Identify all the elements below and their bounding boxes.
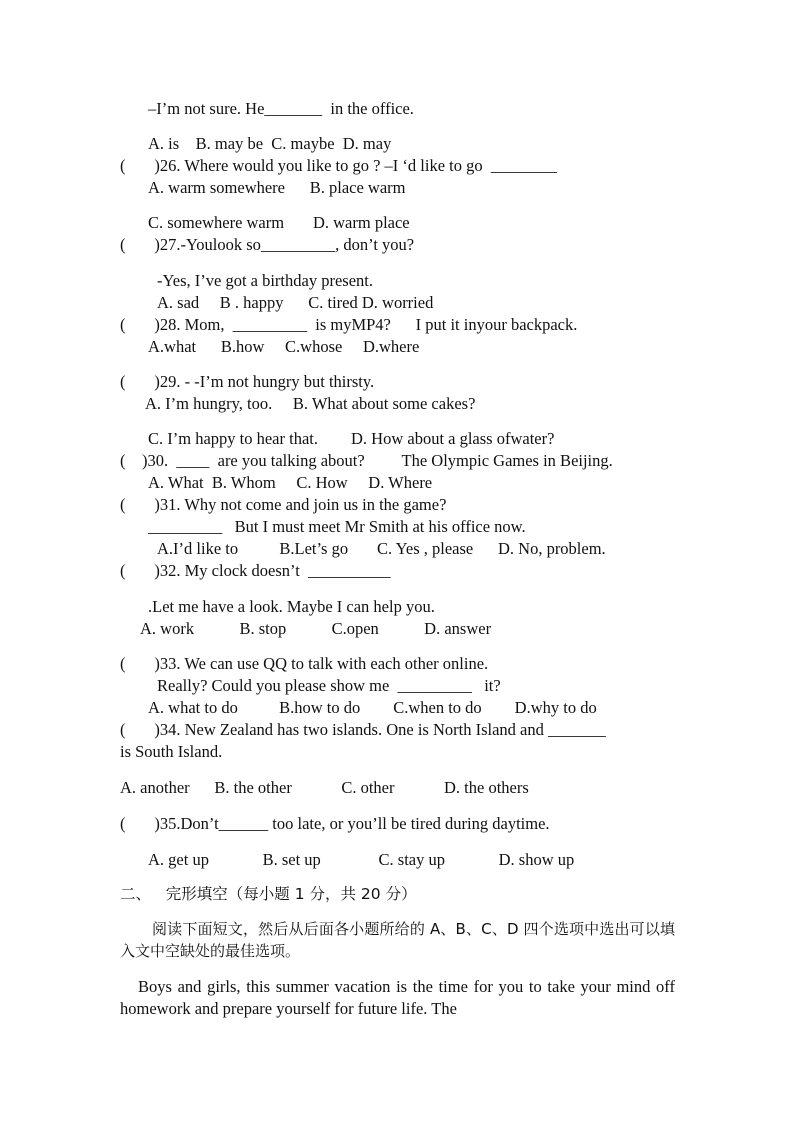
q33-options: A. what to do B.how to do C.when to do D.why to do <box>148 698 597 717</box>
q34-question: ( )34. New Zealand has two islands. One is North Island and _______ <box>120 720 606 739</box>
q31-question: ( )31. Why not come and join us in the game? <box>120 495 447 514</box>
q35-options: A. get up B. set up C. stay up D. show up <box>148 850 575 869</box>
q32-options: A. work B. stop C.open D. answer <box>140 619 492 638</box>
q25-options: A. is B. may be C. maybe D. may <box>148 134 392 153</box>
q27-reply: -Yes, I’ve got a birthday present. <box>157 271 373 290</box>
q26-options-cd: C. somewhere warm D. warm place <box>148 213 410 232</box>
q29-question: ( )29. - -I’m not hungry but thirsty. <box>120 372 375 391</box>
cloze-passage: Boys and girls, this summer vacation is the time for you to take your mind off homework and prepare yourself for future life. The <box>120 977 675 1018</box>
q33-question: ( )33. We can use QQ to talk with each other online. <box>120 654 489 673</box>
q33-reply: Really? Could you please show me _________ it? <box>157 676 501 695</box>
q31-options: A.I’d like to B.Let’s go C. Yes , please D. No, problem. <box>157 539 606 558</box>
q28-options: A.what B.how C.whose D.where <box>148 337 420 356</box>
q34-options: A. another B. the other C. other D. the others <box>120 778 529 797</box>
q27-question: ( )27.-Youlook so_________, don’t you? <box>120 235 415 254</box>
q30-options: A. What B. Whom C. How D. Where <box>148 473 433 492</box>
q28-question: ( )28. Mom, _________ is myMP4? I put it inyour backpack. <box>120 315 578 334</box>
q35-question: ( )35.Don’t______ too late, or you’ll be tired during daytime. <box>120 814 550 833</box>
q26-options-ab: A. warm somewhere B. place warm <box>148 178 406 197</box>
q27-options: A. sad B . happy C. tired D. worried <box>157 293 434 312</box>
q34-question-cont: is South Island. <box>120 742 223 761</box>
q30-question: ( )30. ____ are you talking about? The Olympic Games in Beijing. <box>120 451 613 470</box>
q31-reply: _________ But I must meet Mr Smith at his office now. <box>148 517 526 536</box>
q25-answer-line: –I’m not sure. He_______ in the office. <box>148 99 414 118</box>
q29-options-cd: C. I’m happy to hear that. D. How about a glass ofwater? <box>148 429 555 448</box>
q32-question: ( )32. My clock doesn’t __________ <box>120 561 391 580</box>
q29-options-ab: A. I’m hungry, too. B. What about some cakes? <box>145 394 476 413</box>
q26-question: ( )26. Where would you like to go ? –I ‘d like to go ________ <box>120 156 557 175</box>
q32-reply: .Let me have a look. Maybe I can help you. <box>148 597 435 616</box>
section-heading: 二、 完形填空（每小题 1 分，共 20 分） <box>120 885 417 903</box>
cloze-instructions: 阅读下面短文，然后从后面各小题所给的 A、B、C、D 四个选项中选出可以填入文中空缺处的最佳选项。 <box>120 920 675 960</box>
